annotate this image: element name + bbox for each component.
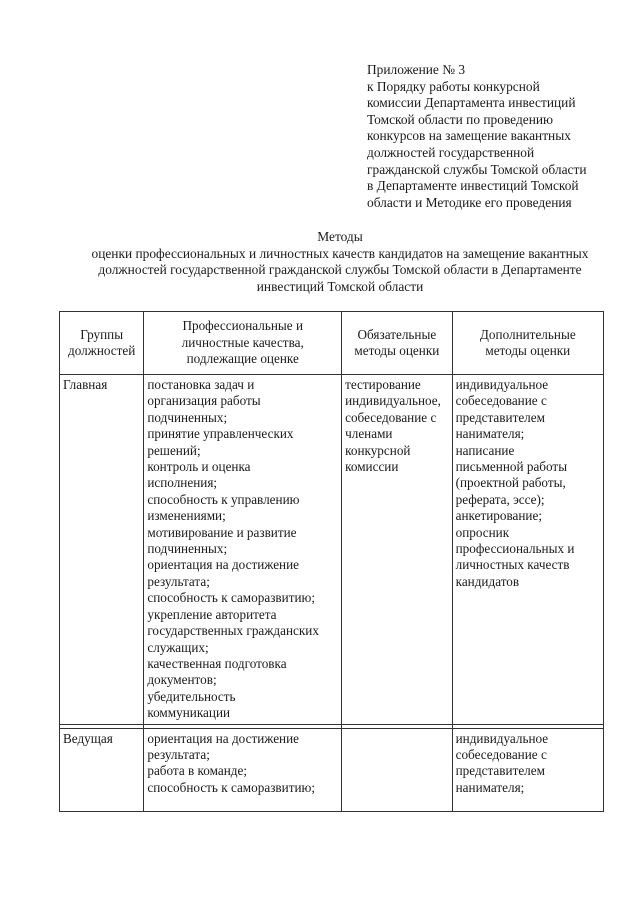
cell-line: укрепление авторитета <box>147 606 277 622</box>
cell-line: нанимателя; <box>455 779 525 795</box>
cell-line: индивидуальное, <box>345 393 441 409</box>
cell-line: представителем <box>455 409 545 425</box>
cell-line: принятие управленческих <box>147 426 294 442</box>
cell-additional <box>452 728 603 811</box>
cell-line: реферата, эссе); <box>455 491 545 507</box>
cell-line: профессиональных и <box>455 541 575 557</box>
cell-qualities <box>144 375 342 725</box>
appendix-line: Приложение № 3 <box>367 62 466 77</box>
cell-line: письменной работы <box>455 459 568 475</box>
cell-line: тестирование <box>345 377 421 392</box>
cell-mandatory <box>342 375 453 725</box>
cell-line: собеседование с <box>345 409 437 425</box>
cell-line: представителем <box>455 763 545 779</box>
cell-line: ориентация на достижение <box>147 730 300 746</box>
cell-line: личностные качества, <box>181 334 304 350</box>
cell-line: написание <box>455 442 515 458</box>
header-cell-qualities <box>144 312 342 375</box>
cell-group <box>60 375 144 725</box>
title-line: должностей государственной гражданской службы Томской области в Департаменте <box>98 262 582 278</box>
cell-line: индивидуальное <box>455 377 549 392</box>
cell-line: постановка задач и <box>147 377 255 392</box>
cell-line: должностей <box>68 343 136 358</box>
cell-line: кандидатов <box>455 573 520 589</box>
table-row <box>60 728 604 811</box>
cell-line: качественная подготовка <box>147 655 287 671</box>
cell-line: изменениями; <box>147 508 226 524</box>
cell-line: индивидуальное <box>455 730 549 746</box>
cell-line: результата; <box>147 746 210 762</box>
cell-line: мотивирование и развитие <box>147 524 297 540</box>
cell-group <box>60 728 144 811</box>
appendix-line: должностей государственной <box>367 144 535 160</box>
header-cell-additional <box>452 312 603 375</box>
cell-line: коммуникации <box>147 705 231 721</box>
cell-line: опросник <box>455 524 510 540</box>
appendix-line: комиссии Департамента инвестиций <box>367 95 576 111</box>
appendix-line: конкурсов на замещение вакантных <box>367 128 571 144</box>
table-header-row <box>60 312 604 375</box>
cell-mandatory <box>342 728 453 811</box>
cell-line: работа в команде; <box>147 763 247 779</box>
cell-line: способность к саморазвитию; <box>147 779 316 795</box>
cell-additional <box>452 375 603 725</box>
cell-line: Группы <box>80 326 124 342</box>
cell-line: решений; <box>147 442 201 458</box>
appendix-line: в Департаменте инвестиций Томской <box>367 178 579 194</box>
cell-line: анкетирование; <box>455 508 542 524</box>
appendix-line: гражданской службы Томской области <box>367 161 587 177</box>
title-line: инвестиций Томской области <box>256 278 424 294</box>
cell-line: Главная <box>63 377 108 392</box>
cell-line: исполнения; <box>147 475 218 491</box>
cell-line: конкурсной <box>345 442 411 458</box>
cell-line: нанимателя; <box>455 426 525 442</box>
appendix-note <box>367 62 627 211</box>
cell-line: Профессиональные и <box>182 318 303 334</box>
cell-qualities <box>144 728 342 811</box>
cell-line: контроль и оценка <box>147 459 251 475</box>
cell-line: ориентация на достижение <box>147 557 300 573</box>
document-title <box>50 229 630 295</box>
table-row <box>60 375 604 725</box>
cell-line: организация работы <box>147 393 261 409</box>
methods-table <box>59 311 604 812</box>
cell-line: личностных качеств <box>455 557 570 573</box>
cell-line: государственных гражданских <box>147 623 319 639</box>
cell-line: Обязательные <box>357 326 437 342</box>
header-cell-mandatory <box>342 312 453 375</box>
cell-line: подчиненных; <box>147 541 228 557</box>
cell-line: (проектной работы, <box>455 475 566 491</box>
appendix-line: области и Методике его проведения <box>367 194 572 210</box>
title-line: Методы <box>317 229 363 244</box>
cell-line: способность к управлению <box>147 491 300 507</box>
title-line: оценки профессиональных и личностных качеств кандидатов на замещение вакантных <box>91 245 589 261</box>
cell-line: Дополнительные <box>479 326 576 342</box>
cell-line: служащих; <box>147 639 209 655</box>
cell-line: результата; <box>147 573 210 589</box>
cell-line: членами <box>345 426 393 442</box>
cell-line: методы оценки <box>354 343 440 358</box>
cell-line: убедительность <box>147 688 236 704</box>
appendix-line: к Порядку работы конкурсной <box>367 78 540 94</box>
header-cell-groups <box>60 312 144 375</box>
cell-line: способность к саморазвитию; <box>147 590 316 606</box>
cell-line: документов; <box>147 672 217 688</box>
cell-line: подлежащие оценке <box>186 351 299 367</box>
appendix-line: Томской области по проведению <box>367 111 554 127</box>
cell-line: собеседование с <box>455 746 547 762</box>
cell-line: комиссии <box>345 459 399 475</box>
cell-line: подчиненных; <box>147 409 228 425</box>
cell-line: Ведущая <box>63 730 113 746</box>
cell-line: собеседование с <box>455 393 547 409</box>
cell-line: методы оценки <box>485 343 571 358</box>
